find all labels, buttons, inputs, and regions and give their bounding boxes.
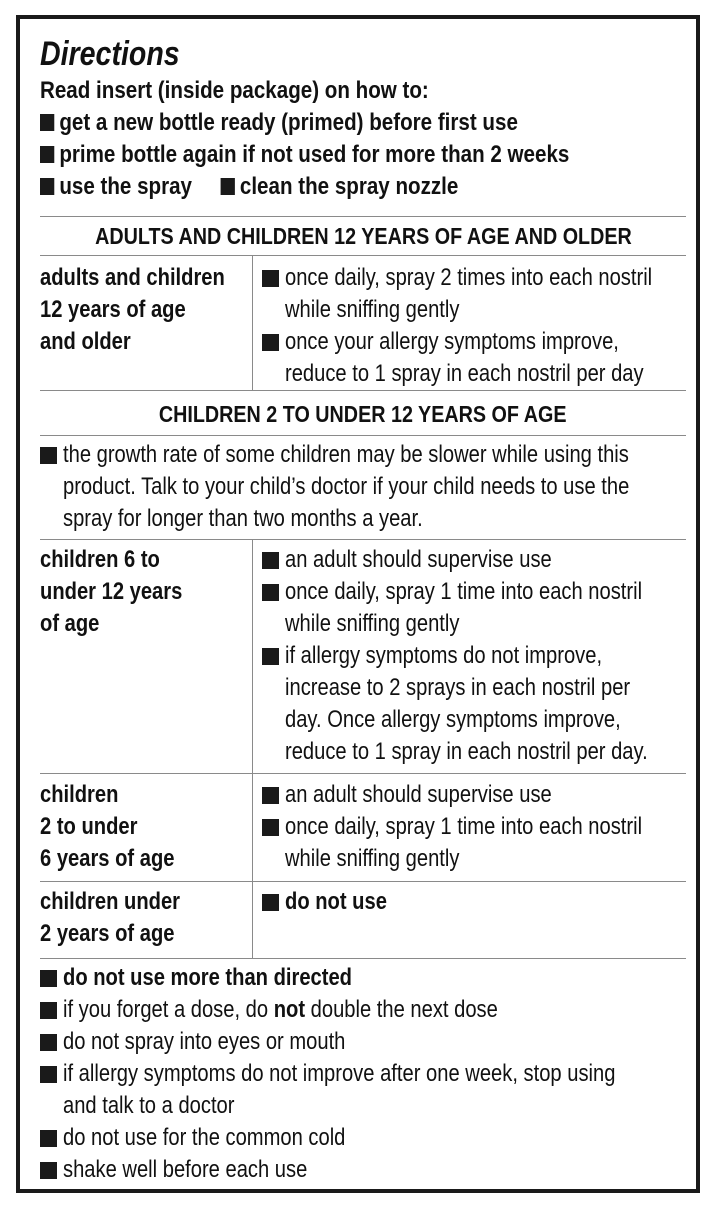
bullet-square-icon: [40, 1034, 57, 1051]
divider: [40, 390, 686, 391]
bullet-square-icon: [40, 178, 54, 195]
list-item: do not use: [262, 886, 406, 918]
list-item: once daily, spray 2 times into each nostril while sniffing gently: [262, 262, 720, 326]
bullet-square-icon: [262, 584, 279, 601]
adults-header: ADULTS AND CHILDREN 12 YEARS OF AGE AND OLDER: [94, 223, 632, 249]
directions-content: [40, 19, 686, 1189]
list-item: if you forget a dose, do not double the next dose: [40, 994, 686, 1026]
bullet-square-icon: [40, 114, 54, 131]
divider: [40, 958, 686, 959]
children-warning: the growth rate of some children may be slower while using this product. Talk to your child’s doctor if your child needs to use the spray for longer than two months a year.: [40, 439, 686, 535]
list-item: do not use more than directed: [40, 962, 686, 994]
divider: [40, 539, 686, 540]
bullet-square-icon: [40, 970, 57, 987]
list-item: if allergy symptoms do not improve after one week, stop using and talk to a doctor: [40, 1058, 686, 1122]
directions-panel: [16, 15, 700, 1193]
list-item: an adult should supervise use: [262, 544, 717, 576]
general-directions: [40, 962, 686, 1186]
intro-block: [40, 75, 670, 203]
divider: [40, 255, 686, 256]
children-under-2-label: children under 2 years of age: [40, 888, 181, 947]
bullet-square-icon: [40, 1002, 57, 1019]
list-item: once your allergy symptoms improve, reduce to 1 spray in each nostril per day: [262, 326, 720, 390]
list-item: once daily, spray 1 time into each nostril while sniffing gently: [262, 576, 717, 640]
list-item: do not use for the common cold: [40, 1122, 686, 1154]
children-6-12-label: children 6 to under 12 years of age: [40, 546, 183, 637]
children-header: CHILDREN 2 TO UNDER 12 YEARS OF AGE: [159, 401, 567, 427]
children-2-6-label: children 2 to under 6 years of age: [40, 781, 175, 872]
children-6-12-directions: [262, 544, 717, 768]
bullet-square-icon: [40, 146, 54, 163]
list-item: shake well before each use: [40, 1154, 686, 1186]
children-under-2-directions: [262, 886, 406, 918]
intro-item: get a new bottle ready (primed) before first use: [59, 109, 518, 136]
column-divider: [252, 539, 253, 958]
bullet-square-icon: [262, 648, 279, 665]
intro-item: use the spray: [59, 173, 193, 200]
intro-item: clean the spray nozzle: [239, 173, 459, 200]
list-item: once daily, spray 1 time into each nostril while sniffing gently: [262, 811, 710, 875]
bullet-square-icon: [40, 447, 57, 464]
section-title: Directions: [40, 35, 180, 73]
bullet-square-icon: [262, 787, 279, 804]
bullet-square-icon: [262, 819, 279, 836]
divider: [40, 435, 686, 436]
intro-lead: Read insert (inside package) on how to:: [40, 77, 429, 104]
adults-label: adults and children 12 years of age and older: [40, 264, 225, 355]
bullet-square-icon: [40, 1162, 57, 1179]
intro-item: prime bottle again if not used for more than 2 weeks: [59, 141, 570, 168]
list-item: do not spray into eyes or mouth: [40, 1026, 686, 1058]
bullet-square-icon: [262, 894, 279, 911]
divider: [40, 773, 686, 774]
divider: [40, 216, 686, 217]
children-2-6-directions: [262, 779, 710, 875]
bullet-square-icon: [40, 1066, 57, 1083]
list-item: if allergy symptoms do not improve, increase to 2 sprays in each nostril per day. Once allergy symptoms improve, reduce to 1 spray in each nostril per day.: [262, 640, 717, 768]
bullet-square-icon: [262, 552, 279, 569]
list-item: an adult should supervise use: [262, 779, 710, 811]
bullet-square-icon: [221, 178, 235, 195]
adults-directions: [262, 262, 720, 390]
bullet-square-icon: [262, 334, 279, 351]
bullet-square-icon: [262, 270, 279, 287]
divider: [40, 881, 686, 882]
bullet-square-icon: [40, 1130, 57, 1147]
